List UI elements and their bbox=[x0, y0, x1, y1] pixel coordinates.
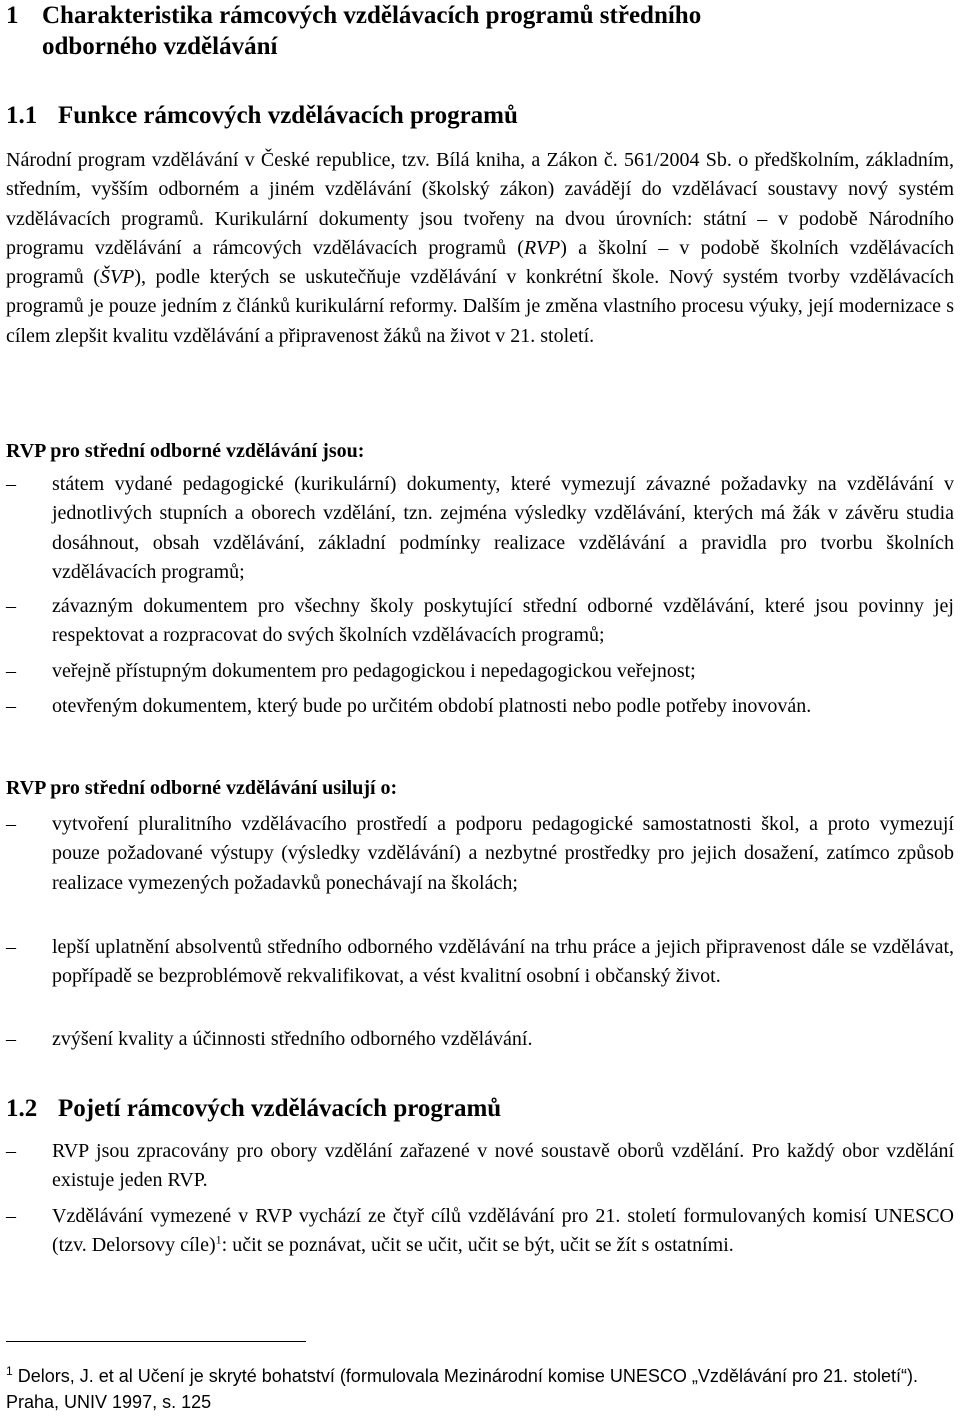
list-item-text: závazným dokumentem pro všechny školy poskytující střední odborné vzdělávání, které jsou povinny jej respektovat a rozpracovat do svých školních vzdělávacích programů; bbox=[52, 595, 954, 647]
list-item bbox=[6, 1202, 954, 1261]
list-item bbox=[6, 1025, 954, 1054]
list-item-text: veřejně přístupným dokumentem pro pedagogickou i nepedagogickou veřejnost; bbox=[52, 660, 696, 682]
list-item bbox=[6, 692, 954, 721]
dash-bullet: – bbox=[6, 695, 16, 717]
dash-bullet: – bbox=[6, 1205, 16, 1227]
chapter-heading bbox=[6, 0, 701, 62]
chapter-title-line2: odborného vzdělávání bbox=[42, 33, 278, 60]
list-item-text: otevřeným dokumentem, který bude po určitém období platnosti nebo podle potřeby inovován. bbox=[52, 695, 812, 717]
section-a-title: RVP pro střední odborné vzdělávání jsou: bbox=[6, 440, 365, 462]
section-b-title: RVP pro střední odborné vzdělávání usilují o: bbox=[6, 777, 398, 799]
dash-bullet: – bbox=[6, 1028, 16, 1050]
list-item-text: vytvoření pluralitního vzdělávacího prostředí a podporu pedagogické samostatnosti škol, a proto vymezují pouze požadované výstupy (výsledky vzdělávání) a nezbytné prostředky pro jejich dosažení, zatímco způsob realizace vymezených požadavků ponechávají na školách; bbox=[52, 813, 954, 894]
list-item-text: státem vydané pedagogické (kurikulární) dokumenty, které vymezují závazné požadavky na vzdělávání v jednotlivých stupních a oborech vzdělání, tzn. zejména výsledky vzdělávání, kterých má žák v závěru studia dosáhnout, obsah vzdělávání, základní podmínky realizace vzdělávání a pravidla pro tvorbu školních vzdělávacích programů; bbox=[52, 473, 954, 583]
footnote-mark: 1 bbox=[6, 1364, 13, 1378]
intro-text-part3: ), podle kterých se uskutečňuje vzdělávání v konkrétní škole. Nový systém tvorby vzdělávacích programů je pouze jedním z článků kurikulární reformy. Dalším je změna vlastního procesu výuky, její modernizace s cílem zlepšit kvalitu vzdělávání a připravenost žáků na život v 21. století. bbox=[6, 266, 954, 347]
list-item bbox=[6, 657, 954, 686]
list-item bbox=[6, 470, 954, 587]
chapter-number: 1 bbox=[6, 2, 19, 29]
list-item bbox=[6, 1137, 954, 1196]
footnote-text: Delors, J. et al Učení je skryté bohatství (formulovala Mezinárodní komise UNESCO „Vzdělávání pro 21. století“). Praha, UNIV 1997, s. 125 bbox=[6, 1366, 919, 1412]
intro-text-part2: ) a školní – v podobě školních vzdělávacích programů ( bbox=[6, 236, 955, 289]
list-item-text: RVP jsou zpracovány pro obory vzdělání zařazené v nové soustavě oborů vzdělání. Pro každý obor vzdělání existuje jeden RVP. bbox=[52, 1140, 954, 1192]
dash-bullet: – bbox=[6, 936, 16, 958]
list-item bbox=[6, 592, 954, 651]
footnote-separator bbox=[6, 1341, 306, 1342]
section-title: Funkce rámcových vzdělávacích programů bbox=[58, 102, 518, 129]
list-item-text-part1: Vzdělávání vymezené v RVP vychází ze čtyř cílů vzdělávání pro 21. století formulovaných komisí UNESCO (tzv. Delorsovy cíle) bbox=[52, 1205, 954, 1257]
section-number: 1.2 bbox=[6, 1095, 38, 1122]
dash-bullet: – bbox=[6, 813, 16, 835]
section-heading-1-1 bbox=[6, 101, 518, 131]
intro-text-part1: Národní program vzdělávání v České republice, tzv. Bílá kniha, a Zákon č. 561/2004 Sb. o předškolním, základním, středním, vyšším odborném a jiném vzdělávání (školský zákon) zavádějí do vzdělávací soustavy nový systém vzdělávacích programů. Kurikulární dokumenty jsou tvořeny na dvou úrovních: státní – v podobě Národního programu vzdělávání a rámcových vzdělávacích programů ( bbox=[6, 149, 954, 259]
list-item-text: lepší uplatnění absolventů středního odborného vzdělávání na trhu práce a jejich připravenost dále se vzdělávat, popřípadě se bezproblémově rekvalifikovat, a vést kvalitní osobní i občanský život. bbox=[52, 936, 954, 988]
section-heading-1-2 bbox=[6, 1094, 501, 1124]
svp-abbr: ŠVP bbox=[99, 266, 135, 289]
intro-paragraph bbox=[6, 146, 954, 351]
rvp-abbr: RVP bbox=[523, 236, 561, 259]
list-item-text: zvýšení kvality a účinnosti středního odborného vzdělávání. bbox=[52, 1028, 533, 1050]
chapter-title-line1: Charakteristika rámcových vzdělávacích programů středního bbox=[42, 2, 702, 29]
list-item-text bbox=[52, 1202, 954, 1261]
dash-bullet: – bbox=[6, 595, 16, 617]
list-item bbox=[6, 810, 954, 898]
section-title: Pojetí rámcových vzdělávacích programů bbox=[58, 1095, 502, 1122]
list-item-text-part2: : učit se poznávat, učit se učit, učit se být, učit se žít s ostatními. bbox=[221, 1234, 734, 1257]
dash-bullet: – bbox=[6, 660, 16, 682]
footnote-reference[interactable]: 1 bbox=[215, 1232, 222, 1247]
list-item bbox=[6, 933, 954, 992]
dash-bullet: – bbox=[6, 1140, 16, 1162]
dash-bullet: – bbox=[6, 473, 16, 495]
footnote bbox=[6, 1363, 954, 1415]
section-number: 1.1 bbox=[6, 102, 38, 129]
